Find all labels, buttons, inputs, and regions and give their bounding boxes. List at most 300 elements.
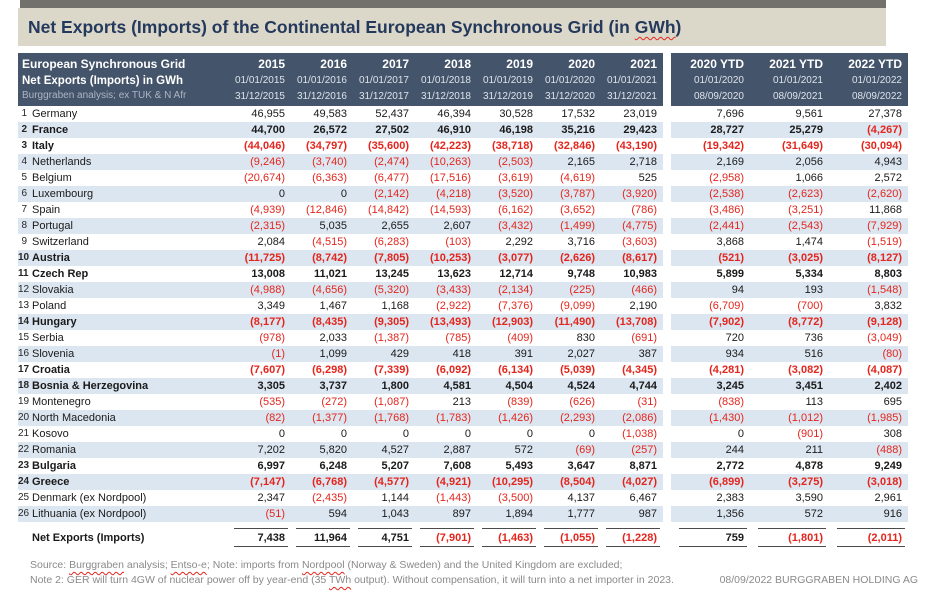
value-cell: 12,714	[499, 268, 533, 280]
column-gap	[663, 186, 671, 202]
table-row	[18, 298, 908, 314]
row-number: 14	[18, 314, 32, 330]
value-cell: (1,038)	[622, 428, 657, 440]
value-cell: (2,474)	[353, 154, 415, 170]
year-column-header: 2018 01/01/2018 31/12/2018	[415, 53, 477, 106]
value-cell: (488)	[829, 442, 908, 458]
country-name: Italy	[32, 140, 55, 152]
value-cell: 94	[671, 282, 750, 298]
value-cell: 7,608	[443, 460, 471, 472]
value-cell: 5,493	[505, 460, 533, 472]
table-row	[18, 442, 908, 458]
value-cell: (9,128)	[829, 314, 908, 330]
value-cell: 0	[402, 428, 409, 440]
value-cell: 4,943	[829, 154, 908, 170]
value-cell: (409)	[507, 332, 533, 344]
value-cell: 30,528	[499, 108, 533, 120]
analysis-note: Burggraben analysis; ex TUK & N Afr	[22, 90, 187, 101]
row-number: 4	[18, 154, 32, 170]
country-name: Czech Rep	[32, 268, 89, 280]
table-corner-header	[18, 53, 229, 106]
column-gap	[663, 170, 671, 186]
value-cell: 4,581	[415, 378, 477, 394]
value-cell: (1,012)	[750, 410, 829, 426]
column-gap	[663, 330, 671, 346]
value-cell: 2,190	[629, 300, 657, 312]
value-cell: (4,345)	[622, 364, 657, 376]
value-cell: (3,486)	[709, 204, 744, 216]
value-cell: 572	[477, 442, 539, 458]
value-cell: (2,626)	[539, 250, 601, 266]
column-gap	[663, 527, 671, 548]
column-gap	[663, 442, 671, 458]
value-cell: (3,500)	[498, 492, 533, 504]
source-note	[30, 558, 674, 588]
value-cell: (2,142)	[353, 186, 415, 202]
value-cell: (4,656)	[291, 282, 353, 298]
value-cell: 2,887	[415, 442, 477, 458]
value-cell: 4,744	[601, 378, 663, 394]
value-cell: (10,295)	[477, 474, 539, 490]
value-cell: 3,245	[671, 378, 750, 394]
value-cell: (2,503)	[477, 154, 539, 170]
country-name: Netherlands	[32, 154, 229, 170]
value-cell: (6,363)	[312, 172, 347, 184]
value-cell: (700)	[797, 300, 823, 312]
value-cell: 0	[229, 186, 291, 202]
value-cell: 3,716	[567, 236, 595, 248]
total-value-cell: 759	[671, 527, 750, 548]
table-row	[18, 474, 908, 490]
value-cell: (535)	[259, 396, 285, 408]
value-cell: (2,922)	[436, 300, 471, 312]
value-cell: (82)	[229, 410, 291, 426]
country-name: Switzerland	[32, 236, 89, 248]
table-row	[18, 394, 908, 410]
year-column-header: 2015 01/01/2015 31/12/2015	[229, 53, 291, 106]
table-row	[18, 218, 908, 234]
column-gap	[663, 426, 671, 442]
value-cell: 5,820	[291, 442, 353, 458]
table-row	[18, 138, 908, 154]
value-cell: 897	[415, 506, 477, 522]
value-cell: 1,066	[795, 172, 823, 184]
column-gap	[663, 266, 671, 282]
country-name: Slovenia	[32, 346, 229, 362]
value-cell: (6,298)	[312, 364, 347, 376]
value-cell: (14,842)	[368, 204, 409, 216]
value-cell: 25,279	[750, 122, 829, 138]
country-name: Slovakia	[32, 282, 229, 298]
value-cell: 1,099	[291, 346, 353, 362]
row-number: 13	[18, 300, 30, 311]
row-number: 26	[18, 506, 32, 522]
value-cell: (8,742)	[291, 250, 353, 266]
value-cell: (2,441)	[671, 218, 750, 234]
table-row	[18, 490, 908, 506]
value-cell: 525	[638, 172, 657, 184]
value-cell: (11,725)	[229, 250, 291, 266]
total-value-cell: 4,751	[353, 527, 415, 548]
value-cell: 2,292	[505, 236, 533, 248]
source-line-2: Note 2: GER will turn 4GW of nuclear power off by year-end (35 TWh output). Without compensation, it will turn into a net importer in 2023.	[30, 574, 674, 586]
value-cell: (466)	[601, 282, 663, 298]
value-cell: 6,248	[319, 460, 347, 472]
value-cell: 2,961	[874, 492, 902, 504]
column-gap	[663, 202, 671, 218]
value-cell: 5,035	[291, 218, 353, 234]
value-cell: 2,383	[716, 492, 744, 504]
value-cell: 8,871	[629, 460, 657, 472]
value-cell: (6,162)	[498, 204, 533, 216]
value-cell: (2,315)	[229, 218, 291, 234]
value-cell: 1,800	[353, 378, 415, 394]
value-cell: (786)	[631, 204, 657, 216]
value-cell: (20,674)	[244, 172, 285, 184]
value-cell: 695	[883, 396, 902, 408]
value-cell: 46,910	[415, 122, 477, 138]
value-cell: (1,387)	[374, 332, 409, 344]
row-number: 22	[18, 442, 32, 458]
country-name: Croatia	[32, 364, 70, 376]
country-name: Hungary	[32, 314, 229, 330]
table-body	[18, 106, 908, 548]
value-cell: 720	[725, 332, 744, 344]
total-label: Net Exports (Imports)	[18, 527, 229, 548]
value-cell: 2,027	[539, 346, 601, 362]
value-cell: 211	[750, 442, 829, 458]
value-cell: 736	[804, 332, 823, 344]
value-cell: 28,727	[671, 122, 750, 138]
value-cell: 1,043	[353, 506, 415, 522]
value-cell: 26,572	[291, 122, 353, 138]
column-gap	[663, 218, 671, 234]
country-name: Austria	[32, 250, 229, 266]
value-cell: (13,708)	[601, 314, 663, 330]
value-cell: (3,275)	[750, 474, 829, 490]
value-cell: (3,619)	[498, 172, 533, 184]
value-cell: 5,899	[716, 268, 744, 280]
value-cell: (3,652)	[560, 204, 595, 216]
column-gap	[663, 106, 671, 122]
value-cell: 1,356	[671, 506, 750, 522]
value-cell: (4,577)	[353, 474, 415, 490]
table-row	[18, 234, 908, 250]
value-cell: 0	[291, 186, 353, 202]
total-value-cell: (1,801)	[750, 527, 829, 548]
value-cell: (839)	[507, 396, 533, 408]
value-cell: (34,797)	[306, 140, 347, 152]
value-cell: (3,025)	[750, 250, 829, 266]
value-cell: (11,490)	[539, 314, 601, 330]
value-cell: 2,169	[671, 154, 750, 170]
value-cell: (4,775)	[601, 218, 663, 234]
title-band	[18, 8, 886, 46]
value-cell: (8,772)	[750, 314, 829, 330]
value-cell: (3,520)	[477, 186, 539, 202]
value-cell: 52,437	[375, 108, 409, 120]
value-cell: 987	[601, 506, 663, 522]
table-row	[18, 458, 908, 474]
value-cell: (4,027)	[601, 474, 663, 490]
value-cell: 2,033	[319, 332, 347, 344]
value-cell: (32,846)	[554, 140, 595, 152]
value-cell: 3,832	[874, 300, 902, 312]
value-cell: (4,988)	[229, 282, 291, 298]
value-cell: (44,046)	[244, 140, 285, 152]
value-cell: 0	[278, 428, 285, 440]
value-cell: 2,402	[829, 378, 908, 394]
value-cell: 13,245	[375, 268, 409, 280]
value-cell: (2,134)	[477, 282, 539, 298]
value-cell: (8,177)	[229, 314, 291, 330]
value-cell: 27,378	[868, 108, 902, 120]
value-cell: (31,649)	[782, 140, 823, 152]
row-number: 2	[18, 122, 32, 138]
value-cell: (7,339)	[374, 364, 409, 376]
total-row	[18, 527, 908, 548]
value-cell: (3,251)	[788, 204, 823, 216]
value-cell: 572	[750, 506, 829, 522]
value-cell: (2,620)	[829, 186, 908, 202]
row-number: 18	[18, 378, 32, 394]
value-cell: 29,423	[601, 122, 663, 138]
value-cell: (2,543)	[750, 218, 829, 234]
value-cell: 2,718	[601, 154, 663, 170]
value-cell: (8,617)	[601, 250, 663, 266]
footer	[30, 558, 918, 588]
title-text: Net Exports (Imports) of the Continental European Synchronous Grid (in	[28, 17, 635, 37]
value-cell: 46,394	[437, 108, 471, 120]
row-number: 7	[21, 204, 27, 215]
title-gwh-spellcheck: GWh	[634, 17, 676, 37]
value-cell: 46,955	[251, 108, 285, 120]
value-cell: 23,019	[623, 108, 657, 120]
value-cell: (4,281)	[709, 364, 744, 376]
table-row	[18, 378, 908, 394]
value-cell: (2,086)	[601, 410, 663, 426]
value-cell: 9,561	[795, 108, 823, 120]
value-cell: 11,868	[869, 204, 902, 216]
value-cell: (901)	[797, 428, 823, 440]
row-number: 17	[18, 364, 30, 375]
value-cell: (80)	[829, 346, 908, 362]
value-cell: 2,572	[874, 172, 902, 184]
value-cell: 9,249	[874, 460, 902, 472]
value-cell: 46,198	[477, 122, 539, 138]
total-value-cell: (1,055)	[539, 527, 601, 548]
value-cell: (14,593)	[430, 204, 471, 216]
value-cell: 1,144	[381, 492, 409, 504]
value-cell: 0	[737, 428, 744, 440]
header-row	[18, 53, 908, 106]
country-name: Montenegro	[32, 396, 91, 408]
value-cell: 11,021	[313, 268, 347, 280]
value-cell: 7,202	[229, 442, 291, 458]
value-cell: (1,430)	[671, 410, 750, 426]
value-cell: (4,087)	[867, 364, 902, 376]
value-cell: (6,709)	[709, 300, 744, 312]
total-value-cell: (2,011)	[829, 527, 908, 548]
value-cell: (272)	[321, 396, 347, 408]
grid-title: European Synchronous Grid	[22, 57, 186, 71]
value-cell: (9,099)	[560, 300, 595, 312]
country-name: Portugal	[32, 218, 229, 234]
value-cell: 1,467	[319, 300, 347, 312]
column-gap	[663, 234, 671, 250]
table-row	[18, 362, 908, 378]
country-name: Bulgaria	[32, 460, 77, 472]
column-gap	[663, 394, 671, 410]
title-text-suffix: )	[675, 17, 682, 37]
value-cell: 27,502	[353, 122, 415, 138]
value-cell: (13,493)	[415, 314, 477, 330]
total-value-cell: (1,463)	[477, 527, 539, 548]
row-number: 10	[18, 250, 32, 266]
country-name: Lithuania (ex Nordpool)	[32, 506, 229, 522]
spellcheck-nordpool: Nordpool	[301, 559, 345, 571]
year-column-header: 2017 01/01/2017 31/12/2017	[353, 53, 415, 106]
column-gap	[663, 458, 671, 474]
total-value-cell: 7,438	[229, 527, 291, 548]
table-row	[18, 314, 908, 330]
value-cell: (42,223)	[430, 140, 471, 152]
value-cell: (2,623)	[750, 186, 829, 202]
value-cell: (7,805)	[353, 250, 415, 266]
value-cell: (2,958)	[709, 172, 744, 184]
value-cell: (8,127)	[829, 250, 908, 266]
column-gap	[663, 122, 671, 138]
page-title	[18, 8, 886, 47]
value-cell: 10,983	[623, 268, 657, 280]
value-cell: (10,253)	[415, 250, 477, 266]
row-number: 3	[21, 140, 27, 151]
table-row	[18, 426, 908, 442]
value-cell: (3,920)	[601, 186, 663, 202]
column-gap	[663, 410, 671, 426]
value-cell: (7,929)	[829, 218, 908, 234]
value-cell: (31)	[637, 396, 657, 408]
value-cell: (30,094)	[861, 140, 902, 152]
country-name: Bosnia & Herzegovina	[32, 378, 229, 394]
row-number: 5	[21, 172, 27, 183]
row-number: 20	[18, 410, 32, 426]
country-name: North Macedonia	[32, 410, 229, 426]
value-cell: (4,921)	[415, 474, 477, 490]
row-number: 6	[18, 186, 32, 202]
value-cell: 3,737	[291, 378, 353, 394]
value-cell: (257)	[601, 442, 663, 458]
spellcheck-burggraben: Burggraben	[69, 559, 124, 571]
column-gap	[663, 506, 671, 522]
country-name: Romania	[32, 442, 229, 458]
value-cell: 0	[464, 428, 471, 440]
value-cell: (1,548)	[829, 282, 908, 298]
value-cell: (626)	[569, 396, 595, 408]
table-row	[18, 106, 908, 122]
value-cell: 5,334	[795, 268, 823, 280]
value-cell: (3,787)	[539, 186, 601, 202]
spellcheck-twh: TWh	[329, 574, 352, 586]
value-cell: (4,218)	[415, 186, 477, 202]
value-cell: (12,846)	[306, 204, 347, 216]
value-cell: (2,293)	[539, 410, 601, 426]
total-value-cell: 11,964	[291, 527, 353, 548]
value-cell: (1,768)	[353, 410, 415, 426]
row-number: 16	[18, 346, 32, 362]
value-cell: (6,768)	[291, 474, 353, 490]
country-name: France	[32, 122, 229, 138]
ytd-column-header: 2022 YTD 01/01/2022 08/09/2022	[829, 53, 908, 106]
value-cell: 934	[671, 346, 750, 362]
table-row	[18, 282, 908, 298]
row-number: 9	[21, 236, 27, 247]
table-header	[18, 53, 908, 106]
value-cell: (978)	[259, 332, 285, 344]
value-cell: 1,168	[381, 300, 409, 312]
value-cell: 44,700	[229, 122, 291, 138]
value-cell: 244	[671, 442, 750, 458]
value-cell: 5,207	[381, 460, 409, 472]
country-name: Greece	[32, 474, 229, 490]
value-cell: 2,056	[750, 154, 829, 170]
value-cell: (9,305)	[353, 314, 415, 330]
value-cell: (2,435)	[312, 492, 347, 504]
value-cell: (1,783)	[415, 410, 477, 426]
value-cell: 1,474	[795, 236, 823, 248]
value-cell: (69)	[539, 442, 601, 458]
table-row	[18, 170, 908, 186]
row-number: 15	[18, 332, 30, 343]
table-row	[18, 202, 908, 218]
top-accent-strip	[20, 0, 886, 8]
table-row	[18, 410, 908, 426]
units-subtitle: Net Exports (Imports) in GWh	[22, 75, 183, 87]
country-name: Germany	[32, 108, 78, 120]
value-cell: (4,267)	[829, 122, 908, 138]
value-cell: (9,246)	[229, 154, 291, 170]
value-cell: 2,084	[257, 236, 285, 248]
spellcheck-entsoe: Entso-e	[170, 559, 207, 571]
table-row	[18, 266, 908, 282]
value-cell: (8,435)	[291, 314, 353, 330]
value-cell: (12,903)	[477, 314, 539, 330]
column-gap	[663, 474, 671, 490]
value-cell: 594	[291, 506, 353, 522]
value-cell: (2,538)	[671, 186, 750, 202]
row-number: 21	[18, 428, 30, 439]
value-cell: 3,647	[567, 460, 595, 472]
column-gap	[663, 53, 671, 106]
value-cell: 13,623	[437, 268, 471, 280]
value-cell: (4,939)	[250, 204, 285, 216]
value-cell: 4,137	[567, 492, 595, 504]
value-cell: 2,772	[716, 460, 744, 472]
row-number: 11	[18, 268, 29, 279]
column-gap	[663, 282, 671, 298]
country-name: Serbia	[32, 332, 64, 344]
value-cell: (103)	[445, 236, 471, 248]
value-cell: (4,619)	[560, 172, 595, 184]
value-cell: (51)	[229, 506, 291, 522]
column-gap	[663, 346, 671, 362]
country-name: Luxembourg	[32, 186, 229, 202]
value-cell: (521)	[671, 250, 750, 266]
row-number: 23	[18, 460, 30, 471]
row-number: 25	[18, 492, 30, 503]
column-gap	[663, 138, 671, 154]
column-gap	[663, 298, 671, 314]
